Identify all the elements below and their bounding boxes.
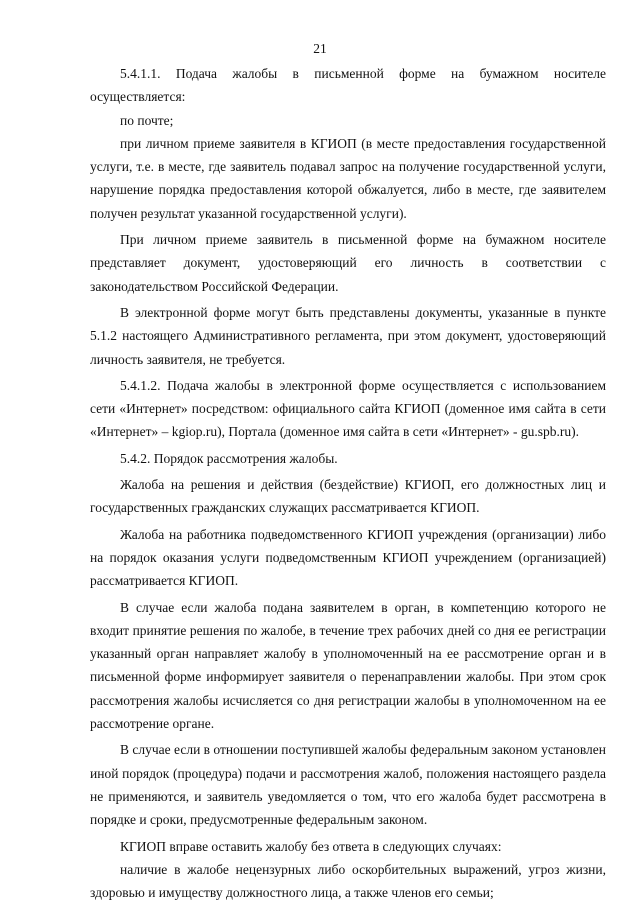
paragraph-obscene-language: наличие в жалобе нецензурных либо оскорбительных выражений, угроз жизни, здоровью и имуществу должностного лица, а также членов его семьи; [90,861,606,901]
paragraph-electronic-documents: В электронной форме могут быть представлены документы, указанные в пункте 5.1.2 настоящего Административного регламента, при этом документ, удостоверяющий личность заявителя, не требуется. [90,304,606,367]
page-number: 21 [313,41,327,56]
paragraph-personal-reception: при личном приеме заявителя в КГИОП (в месте предоставления государственной услуги, т.е. в месте, где заявитель подавал запрос на получение государственной услуги, нарушение порядка предоставления которой обжалуется, либо в месте, где заявителем получен результат указанной государственной услуги). [90,135,606,221]
paragraph-complaint-subordinate: Жалоба на работника подведомственного КГИОП учреждения (организации) либо на порядок оказания услуги подведомственным КГИОП учреждением (организацией) рассматривается КГИОП. [90,526,606,589]
paragraph-no-answer-cases: КГИОП вправе оставить жалобу без ответа в следующих случаях: [120,838,502,854]
paragraph-federal-law: В случае если в отношении поступившей жалобы федеральным законом установлен иной порядок (процедура) подачи и рассмотрения жалоб, положения настоящего раздела не применяются, и заявитель уведомляется о том, что его жалоба будет рассмотрена в порядке и сроки, предусмотренные федеральным законом. [90,742,607,828]
paragraph-5-4-1-1: 5.4.1.1. Подача жалобы в письменной форме на бумажном носителе осуществляется: [90,66,606,105]
paragraph-wrong-authority: В случае если жалоба подана заявителем в орган, в компетенцию которого не входит принятие решения по жалобе, в течение трех рабочих дней со дня ее регистрации указанный орган направляет жалобу в уполномоченный на ее рассмотрение орган и в письменной форме информирует заявителя о перенаправлении жалобы. При этом срок рассмотрения жалобы исчисляется со дня регистрации жалобы в уполномоченном на ее рассмотрение органе. [90,599,606,732]
document-body [90,62,606,904]
paragraph-by-mail: по почте; [120,112,174,128]
paragraph-identity-document: При личном приеме заявитель в письменной форме на бумажном носителе представляет документ, удостоверяющий его личность в соответствии с законодательством Российской Федерации. [90,232,606,294]
paragraph-5-4-2-heading: 5.4.2. Порядок рассмотрения жалобы. [120,450,338,466]
paragraph-complaint-kgiop: Жалоба на решения и действия (бездействие) КГИОП, его должностных лиц и государственных гражданских служащих рассматривается КГИОП. [90,477,606,516]
paragraph-5-4-1-2: 5.4.1.2. Подача жалобы в электронной форме осуществляется с использованием сети «Интернет» посредством: официального сайта КГИОП (доменное имя сайта в сети «Интернет» – kgiop.ru), Портала (доменное имя сайта в сети «Интернет» - gu.spb.ru). [90,377,606,440]
